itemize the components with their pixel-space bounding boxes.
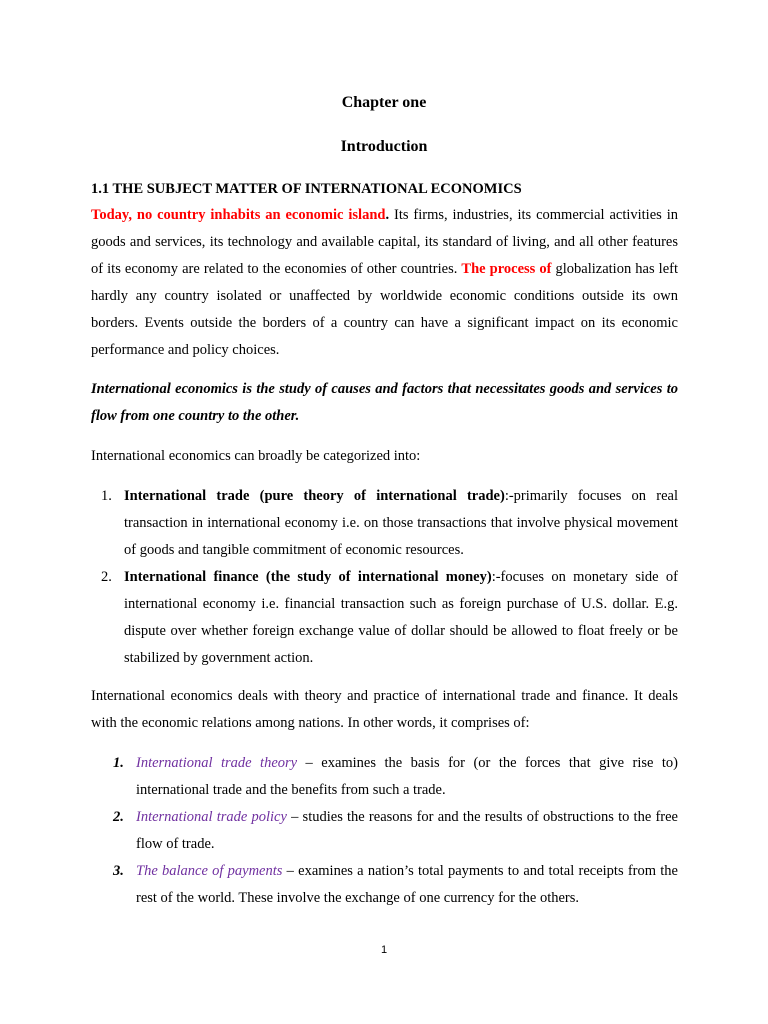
list-number: 2.: [101, 569, 112, 585]
highlight-process: The process of: [461, 261, 552, 277]
component-term: International trade policy: [136, 809, 287, 825]
category-text: :-primarily focuses on real transaction in international economy i.e. on those transactions that involve physical movement of goods and tangible commitment of economic resources.: [124, 488, 678, 558]
section-heading: 1.1 THE SUBJECT MATTER OF INTERNATIONAL ECONOMICS: [91, 181, 522, 197]
period: .: [385, 207, 390, 223]
components-list: [91, 750, 678, 912]
list-number: 2.: [113, 809, 124, 825]
component-text: – studies the reasons for and the results of obstructions to the free flow of trade.: [136, 809, 678, 852]
chapter-title: Chapter one: [341, 94, 427, 111]
category-title: International trade (pure theory of international trade): [124, 488, 505, 504]
category-title: International finance (the study of international money): [124, 569, 492, 585]
list-item: [91, 483, 678, 564]
component-term: The balance of payments: [136, 863, 283, 879]
paragraph-text-a: Its firms, industries, its commercial activities in goods and services, its technology and available capital, its standard of living, and all other features of its economy are related to the economies of other countries.: [91, 207, 678, 277]
component-text: – examines a nation’s total payments to and total receipts from the rest of the world. These involve the exchange of one currency for the others.: [136, 863, 678, 906]
component-term: International trade theory: [136, 755, 298, 771]
list-number: 1.: [113, 755, 124, 771]
component-text: – examines the basis for (or the forces that give rise to) international trade and the benefits from such a trade.: [136, 755, 678, 798]
list-item: [91, 750, 678, 804]
highlight-island: Today, no country inhabits an economic island: [91, 207, 386, 223]
paragraph-text-b: globalization has left hardly any country isolated or unaffected by worldwide economic conditions outside its own borders. Events outside the borders of a country can have a significant impact on its economic performance and policy choices.: [91, 261, 678, 358]
categories-list: [91, 483, 678, 672]
list-number: 1.: [101, 488, 112, 504]
categorized-intro: International economics can broadly be categorized into:: [91, 448, 421, 464]
intro-paragraph: [91, 202, 678, 364]
introduction-title: Introduction: [340, 138, 428, 155]
list-item: [91, 804, 678, 858]
deals-paragraph: International economics deals with theory and practice of international trade and finance. It deals with the economic relations among nations. In other words, it comprises of:: [91, 688, 678, 731]
list-item: [91, 564, 678, 672]
list-item: [91, 858, 678, 912]
list-number: 3.: [113, 863, 124, 879]
category-text: :-focuses on monetary side of international economy i.e. financial transaction such as foreign purchase of U.S. dollar. E.g. dispute over whether foreign exchange value of dollar should be allowed to float freely or be stabilized by government action.: [124, 569, 678, 666]
page-number: 1: [380, 944, 388, 956]
definition-paragraph: International economics is the study of causes and factors that necessitates goods and services to flow from one country to the other.: [91, 381, 678, 424]
